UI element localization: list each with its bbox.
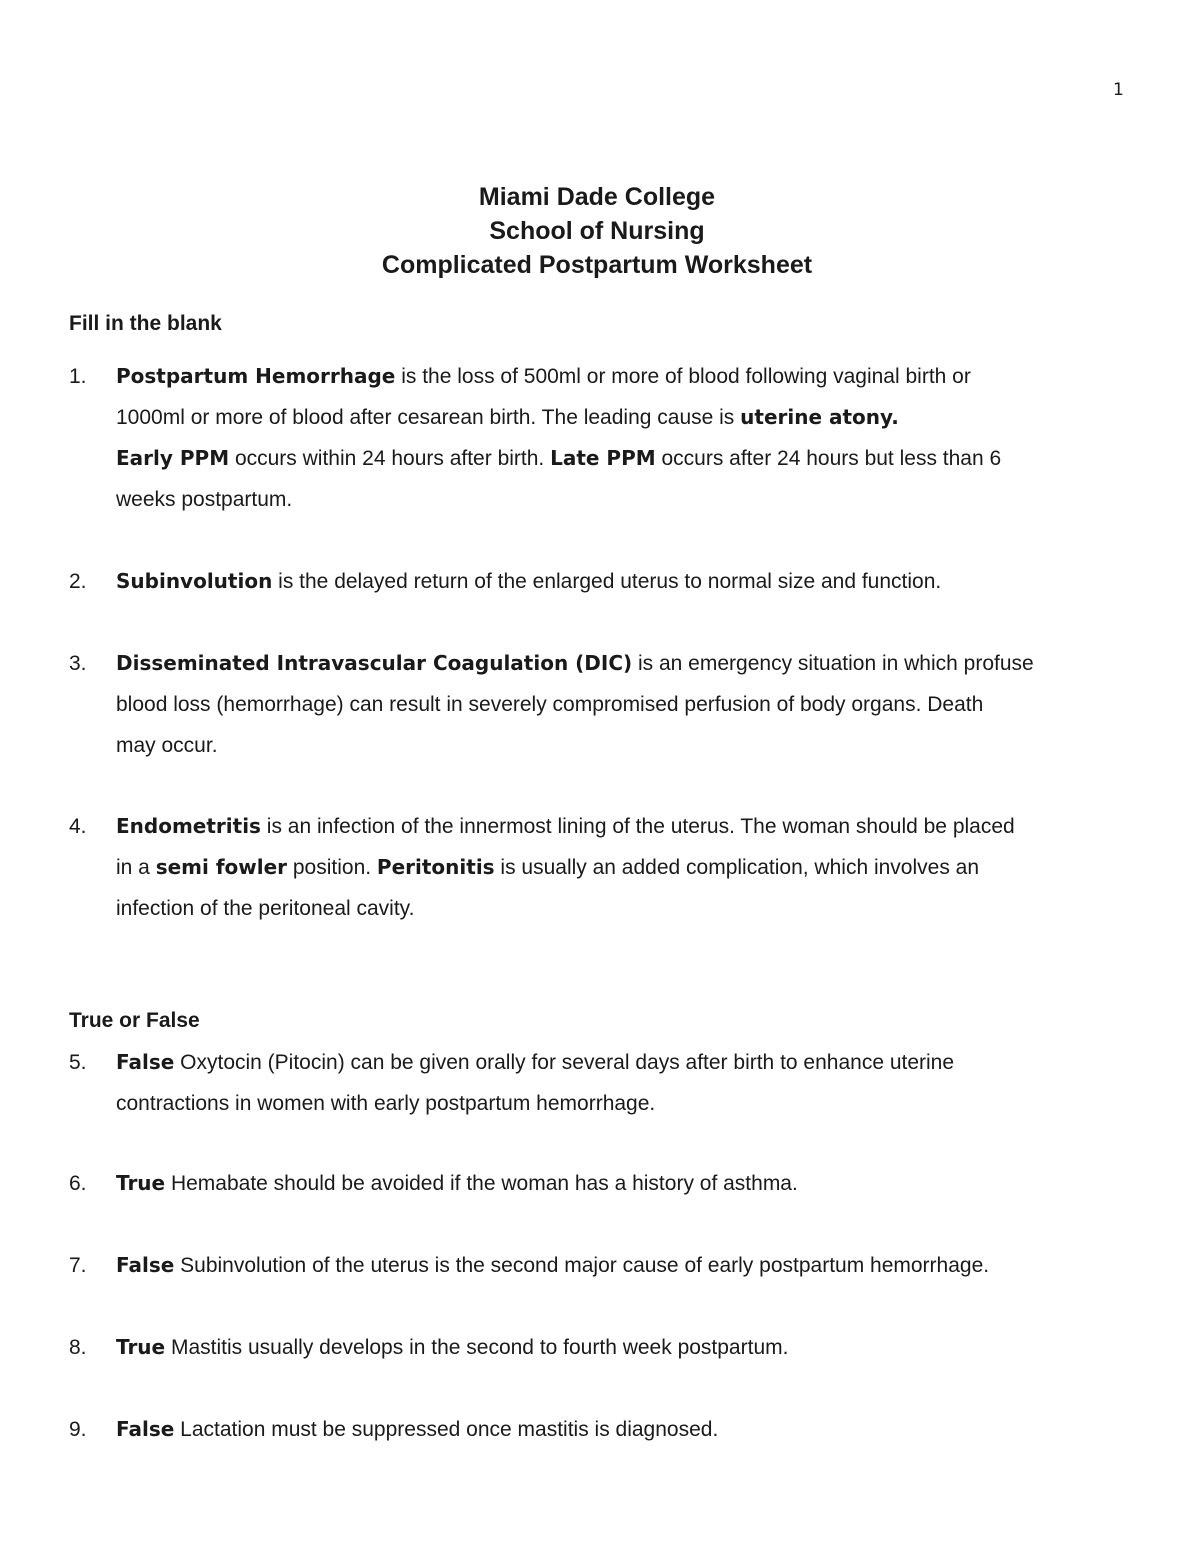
- answer-term: Endometritis: [116, 814, 261, 838]
- answer-term: True: [116, 1171, 166, 1195]
- answer-term: Early PPM: [116, 446, 230, 470]
- question-text: occurs after 24 hours but less than 6: [655, 447, 1002, 470]
- question-number: 2.: [69, 570, 87, 593]
- question-number: 5.: [69, 1051, 87, 1074]
- question-text: is the delayed return of the enlarged uterus to normal size and function.: [272, 570, 942, 593]
- answer-term: Peritonitis: [376, 855, 495, 879]
- answer-term: False: [116, 1253, 175, 1277]
- question-text: is an emergency situation in which profuse: [632, 652, 1034, 675]
- question-number: 3.: [69, 652, 87, 675]
- answer-term: Postpartum Hemorrhage: [116, 364, 396, 388]
- question-number: 4.: [69, 815, 87, 838]
- question-text: Subinvolution of the uterus is the second major cause of early postpartum hemorrhage.: [174, 1254, 990, 1277]
- question-7: [69, 1245, 1144, 1286]
- question-3: [69, 643, 1144, 766]
- true-false-heading: True or False: [69, 1009, 200, 1032]
- question-text: is usually an added complication, which involves an: [494, 856, 980, 879]
- answer-term: uterine atony.: [740, 405, 899, 429]
- question-text: weeks postpartum.: [116, 488, 293, 511]
- question-number: 6.: [69, 1172, 87, 1195]
- question-number: 1.: [69, 365, 87, 388]
- question-2: [69, 561, 1144, 602]
- institution-name: Miami Dade College: [478, 183, 716, 211]
- question-text: is an infection of the innermost lining of the uterus. The woman should be placed: [260, 815, 1015, 838]
- question-text: in a: [116, 856, 156, 879]
- question-text: contractions in women with early postpartum hemorrhage.: [116, 1092, 656, 1115]
- answer-term: Subinvolution: [116, 569, 273, 593]
- answer-term: True: [116, 1335, 166, 1359]
- answer-term: False: [116, 1050, 175, 1074]
- document-title: Complicated Postpartum Worksheet: [381, 251, 813, 279]
- question-9: [69, 1409, 1144, 1450]
- school-name: School of Nursing: [489, 217, 705, 245]
- question-text: 1000ml or more of blood after cesarean birth. The leading cause is: [116, 406, 741, 429]
- question-4: [69, 806, 1144, 929]
- question-text: is the loss of 500ml or more of blood following vaginal birth or: [395, 365, 971, 388]
- question-number: 7.: [69, 1254, 87, 1277]
- document-header: [0, 180, 1194, 282]
- question-text: may occur.: [116, 734, 218, 757]
- question-1: [69, 356, 1144, 520]
- question-6: [69, 1163, 1144, 1204]
- question-text: Mastitis usually develops in the second to fourth week postpartum.: [165, 1336, 789, 1359]
- question-text: occurs within 24 hours after birth.: [229, 447, 551, 470]
- question-number: 9.: [69, 1418, 87, 1441]
- fill-in-heading: Fill in the blank: [69, 312, 222, 335]
- question-8: [69, 1327, 1144, 1368]
- question-text: blood loss (hemorrhage) can result in severely compromised perfusion of body organs. Death: [116, 693, 984, 716]
- question-text: Hemabate should be avoided if the woman has a history of asthma.: [165, 1172, 798, 1195]
- answer-term: Disseminated Intravascular Coagulation (DIC): [116, 651, 633, 675]
- answer-term: False: [116, 1417, 175, 1441]
- question-text: infection of the peritoneal cavity.: [116, 897, 415, 920]
- page-number: 1: [1113, 80, 1124, 100]
- answer-term: semi fowler: [155, 855, 288, 879]
- question-text: position.: [287, 856, 377, 879]
- question-text: Lactation must be suppressed once mastitis is diagnosed.: [174, 1418, 719, 1441]
- answer-term: Late PPM: [550, 446, 656, 470]
- question-number: 8.: [69, 1336, 87, 1359]
- question-text: Oxytocin (Pitocin) can be given orally for several days after birth to enhance uterine: [174, 1051, 955, 1074]
- question-5: [69, 1042, 1144, 1124]
